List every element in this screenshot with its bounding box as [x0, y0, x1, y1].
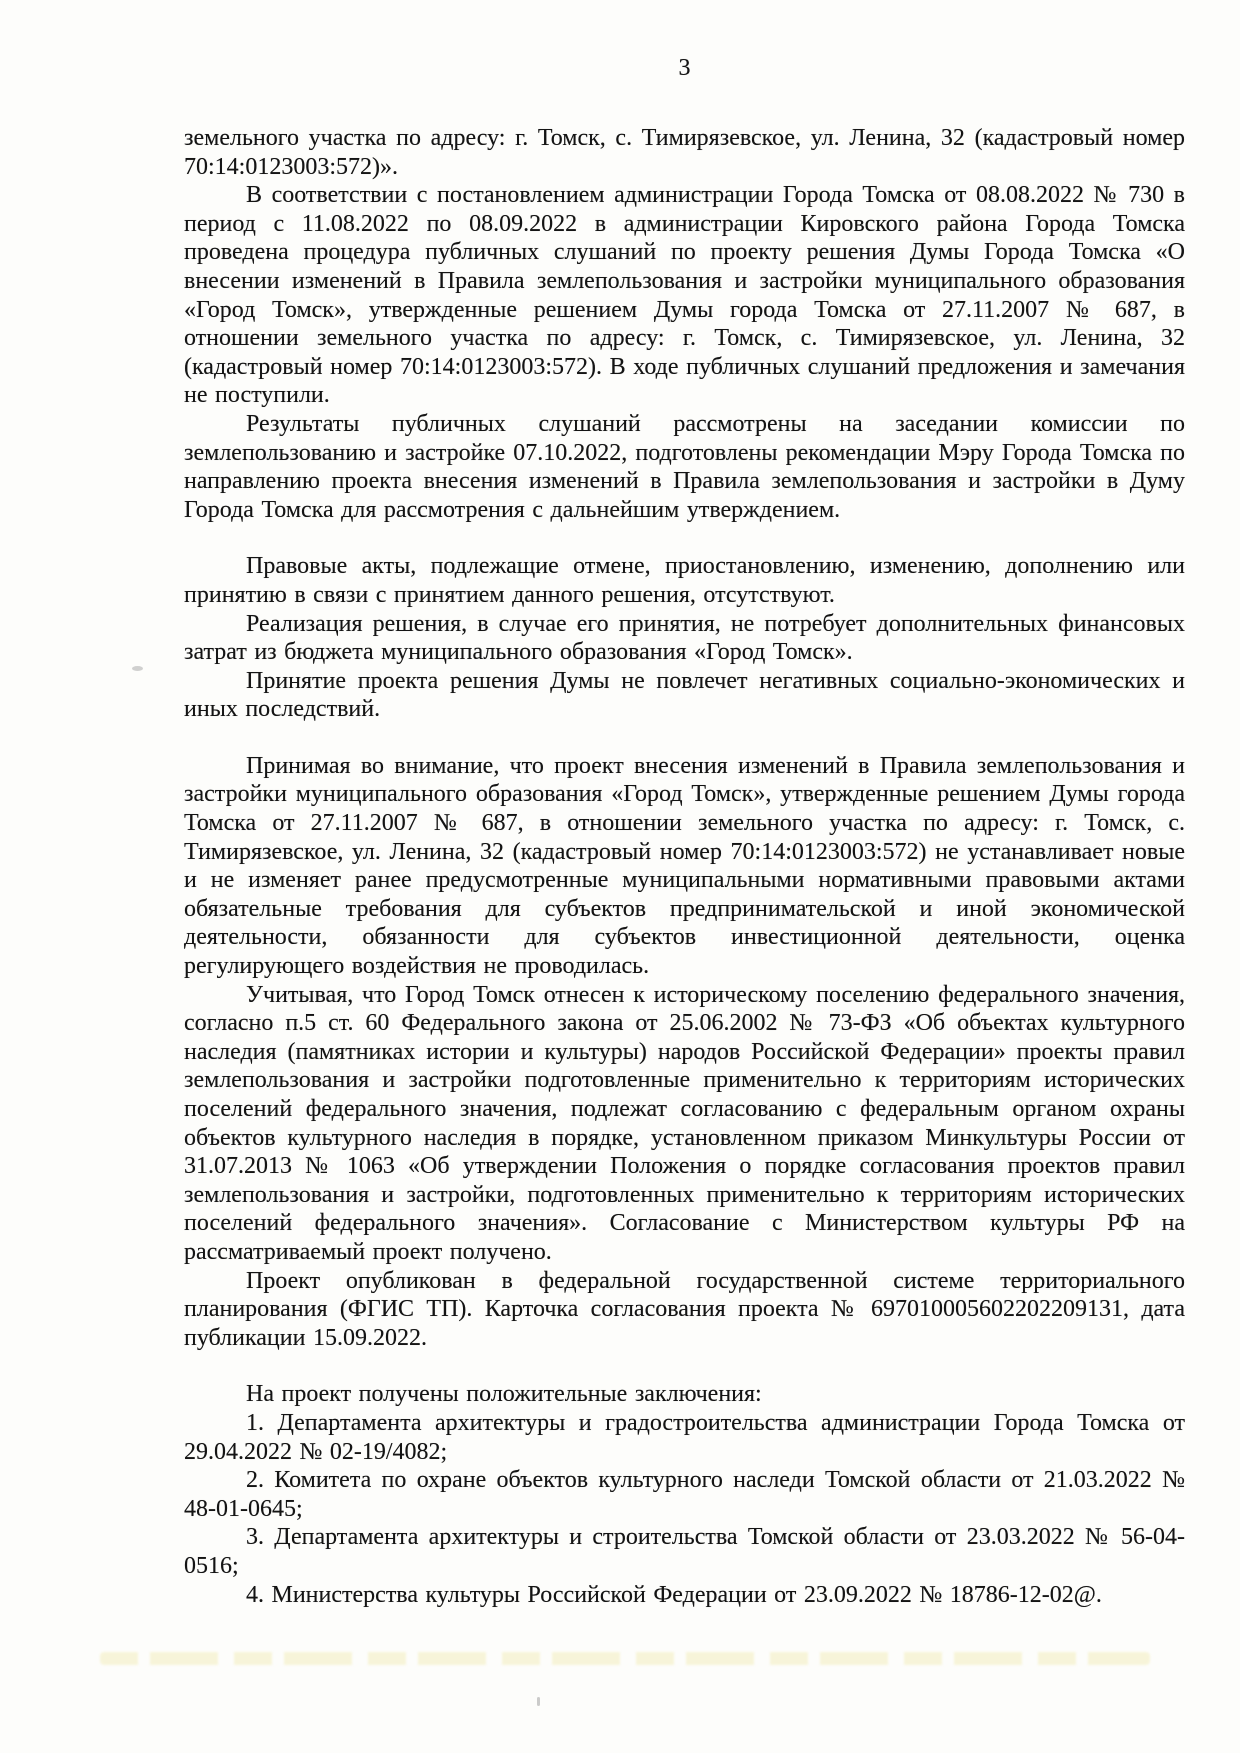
scan-speck: [537, 1697, 540, 1706]
paragraph: На проект получены положительные заключения:: [246, 1381, 762, 1408]
paragraph: 1. Департамента архитектуры и градостроительства администрации Города Томска от 29.04.2022 № 02-19/4082;: [184, 1409, 1185, 1465]
paragraph: Правовые акты, подлежащие отмене, приостановлению, изменению, дополнению или принятию в связи с принятием данного решения, отсутствуют.: [184, 553, 1185, 608]
paragraph: земельного участка по адресу: г. Томск, с. Тимирязевское, ул. Ленина, 32 (кадастровый номер 70:14:0123003:572)».: [184, 125, 1185, 180]
paragraph: Принятие проекта решения Думы не повлечет негативных социально-экономических и иных последствий.: [184, 667, 1185, 723]
faded-highlight-artifact: [100, 1652, 1150, 1665]
paragraph: 3. Департамента архитектуры и строительства Томской области от 23.03.2022 № 56-04-0516;: [184, 1524, 1185, 1579]
paragraph: Результаты публичных слушаний рассмотрены на заседании комиссии по землепользованию и застройке 07.10.2022, подготовлены рекомендации Мэру Города Томска по направлению проекта внесения изменений в Правила землепользования и застройки в Думу Города Томска для рассмотрения с дальнейшим утверждением.: [184, 410, 1185, 523]
document-body: [184, 124, 1185, 1609]
paragraph: 2. Комитета по охране объектов культурного наследи Томской области от 21.03.2022 № 48-01-0645;: [184, 1467, 1185, 1522]
paragraph: В соответствии с постановлением администрации Города Томска от 08.08.2022 № 730 в период с 11.08.2022 по 08.09.2022 в администрации Кировского района Города Томска проведена процедура публичных слушаний по проекту решения Думы Города Томска «О внесении изменений в Правила землепользования и застройки муниципального образования «Город Томск», утвержденные решением Думы города Томска от 27.11.2007 № 687, в отношении земельного участка по адресу: г. Томск, с. Тимирязевское, ул. Ленина, 32 (кадастровый номер 70:14:0123003:572). В ходе публичных слушаний предложения и замечания не поступили.: [184, 182, 1185, 409]
page-number: 3: [678, 55, 691, 81]
paragraph: Принимая во внимание, что проект внесения изменений в Правила землепользования и застройки муниципального образования «Город Томск», утвержденные решением Думы города Томска от 27.11.2007 № 687, в отношении земельного участка по адресу: г. Томск, с. Тимирязевское, ул. Ленина, 32 (кадастровый номер 70:14:0123003:572) не устанавливает новые и не изменяет ранее предусмотренные муниципальными нормативными правовыми актами обязательные требования для субъектов предпринимательской и иной экономической деятельности, обязанности для субъектов инвестиционной деятельности, оценка регулирующего воздействия не проводилась.: [184, 752, 1185, 980]
paragraph: Учитывая, что Город Томск отнесен к историческому поселению федерального значения, согласно п.5 ст. 60 Федерального закона от 25.06.2002 № 73-ФЗ «Об объектах культурного наследия (памятниках истории и культуры) народов Российской Федерации» проекты правил землепользования и застройки подготовленные применительно к территориям исторических поселений федерального значения, подлежат согласованию с федеральным органом охраны объектов культурного наследия в порядке, установленном приказом Минкультуры России от 31.07.2013 № 1063 «Об утверждении Положения о порядке согласования проектов правил землепользования и застройки, подготовленных применительно к территориям исторических поселений федерального значения». Согласование с Министерством культуры РФ на рассматриваемый проект получено.: [184, 981, 1185, 1265]
paragraph: 4. Министерства культуры Российской Федерации от 23.09.2022 № 18786-12-02@.: [246, 1581, 1102, 1608]
paragraph: Реализация решения, в случае его принятия, не потребует дополнительных финансовых затрат из бюджета муниципального образования «Город Томск».: [184, 610, 1185, 666]
paragraph: Проект опубликован в федеральной государственной системе территориального планирования (ФГИС ТП). Карточка согласования проекта № 697010005602202209131, дата публикации 15.09.2022.: [184, 1267, 1185, 1351]
scan-speck: [132, 666, 143, 671]
